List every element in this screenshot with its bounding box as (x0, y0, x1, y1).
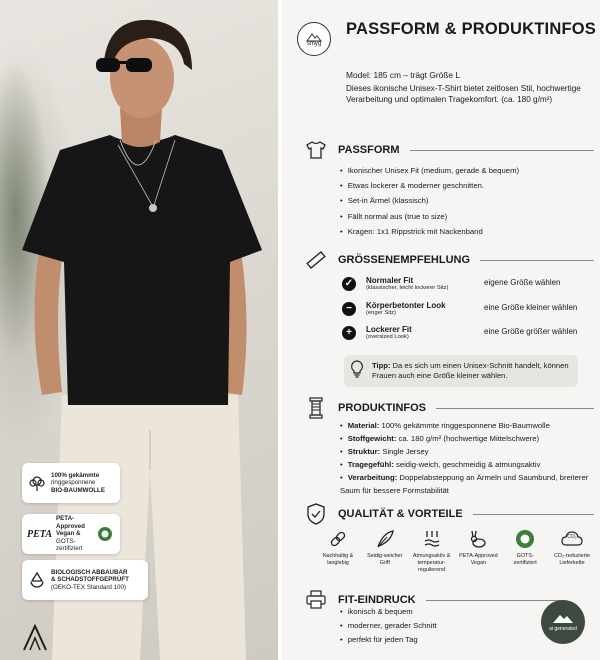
size-sub: (enger Sitz) (366, 310, 396, 316)
produktinfos-list (340, 419, 590, 497)
badge-text (51, 569, 129, 591)
size-sub: (oversized Look) (366, 334, 409, 340)
list-item (340, 432, 590, 445)
product-description: Dieses ikonische Unisex-T-Shirt bietet zeitlosen Stil, hochwertige Verarbeitung und optimalen Tragekomfort. (ca. 180 g/m²) (346, 84, 581, 104)
printer-icon (304, 588, 328, 612)
model-photo (0, 0, 278, 660)
cotton-plant-icon (27, 473, 47, 493)
feature-item (505, 528, 545, 573)
list-item (340, 419, 590, 432)
list-item: • perfekt für jeden Tag (340, 633, 437, 647)
list-item: • Kragen: 1x1 Rippstrick mit Nackenband (340, 224, 519, 239)
list-item: • ikonisch & bequem (340, 605, 437, 619)
plus-icon: + (342, 326, 356, 340)
gots-seal-icon (95, 524, 115, 544)
list-item (340, 458, 590, 471)
divider (436, 408, 594, 409)
peta-logo-icon: PETA (27, 528, 53, 540)
size-row-locker (342, 325, 592, 347)
size-row-normal (342, 276, 592, 298)
ai-generated-badge (541, 600, 585, 644)
ruler-icon (304, 248, 328, 272)
info-value: seidig-weich, geschmeidig & atmungsaktiv (395, 460, 541, 469)
co2-icon-text: CO₂ (567, 534, 577, 540)
list-item: • Etwas lockerer & moderner geschnitten. (340, 178, 519, 193)
badge-line: ringgesponnene (51, 479, 96, 487)
badge-line: Vegan & (56, 530, 81, 538)
list-item: • Fällt normal aus (true to size) (340, 209, 519, 224)
divider (426, 600, 566, 601)
info-key: Struktur: (347, 447, 381, 456)
badge-text (51, 472, 105, 494)
section-title: GRÖSSENEMPFEHLUNG (338, 254, 471, 266)
badge-text (56, 515, 91, 552)
list-item (340, 471, 590, 497)
chain-link-icon (327, 528, 349, 550)
info-value: 100% gekämmte ringgesponnene Bio-Baumwolle (381, 421, 550, 430)
info-key: Stoffgewicht: (347, 434, 397, 443)
info-value: Single Jersey (382, 447, 429, 456)
feature-item (318, 528, 358, 573)
peta-gots-badge (22, 514, 120, 554)
info-key: Verarbeitung: (347, 473, 398, 482)
badge-line: BIO-BAUMWOLLE (51, 486, 105, 494)
minus-icon: − (342, 302, 356, 316)
size-label: Körperbetonter Look (366, 301, 446, 310)
section-qualitaet-header (304, 502, 594, 526)
badge-line: PETA-Approved (56, 515, 85, 530)
smyg-brand-logo-icon (297, 22, 331, 56)
shield-check-icon (304, 502, 328, 526)
feature-item (458, 528, 498, 573)
badge-line: BIOLOGISCH ABBAUBAR (51, 568, 128, 576)
organic-cotton-badge (22, 463, 120, 503)
size-row-koerperbetont (342, 301, 592, 323)
badge-line: & SCHADSTOFFGEPRÜFT (51, 576, 129, 584)
info-key: Tragegefühl: (347, 460, 394, 469)
tip-box (344, 355, 578, 387)
info-panel (282, 0, 600, 660)
size-recommendation: eine Größe größer wählen (484, 327, 578, 336)
quality-features (318, 528, 592, 573)
passform-list (340, 163, 519, 239)
model-size-info: Model: 185 cm – trägt Größe L (346, 70, 461, 80)
size-label: Lockerer Fit (366, 325, 412, 334)
biodegradable-badge (22, 560, 148, 600)
badge-line: GOTS-zertifiziert (56, 537, 83, 553)
list-item: • moderner, gerader Schnitt (340, 619, 437, 633)
size-recommendation: eine Größe kleiner wählen (484, 303, 578, 312)
list-item (340, 445, 590, 458)
rabbit-icon (467, 528, 489, 550)
badge-line: (OEKO-TEX Standard 100) (51, 583, 126, 591)
tshirt-icon (304, 138, 328, 162)
feature-item (412, 528, 452, 573)
feature-label: Atmungsaktiv & temperatur-regulierend (412, 553, 451, 573)
mountain-icon (552, 612, 574, 624)
feature-label: Nachhaltig & langlebig (322, 553, 354, 566)
divider (480, 260, 594, 261)
section-groessen-header (304, 248, 594, 272)
section-title: FIT-EINDRUCK (338, 594, 416, 606)
feature-label: CO₂-reduzierte Lieferkette (554, 553, 590, 566)
lightbulb-icon (350, 360, 364, 383)
divider (473, 514, 594, 515)
page-title: PASSFORM & PRODUKTINFOS (346, 20, 596, 38)
info-value: ca. 180 g/m² (hochwertige Mittelschwere) (398, 434, 540, 443)
section-passform-header (304, 138, 594, 162)
fit-eindruck-list (340, 605, 437, 647)
list-item: • Ikonischer Unisex Fit (medium, gerade & bequem) (340, 163, 519, 178)
recycle-icon (27, 570, 47, 590)
tip-label: Tipp: (372, 360, 391, 370)
gots-icon (514, 528, 536, 550)
section-produktinfos-header (304, 396, 594, 420)
airflow-icon (421, 528, 443, 550)
feature-item (552, 528, 592, 573)
feather-icon (374, 528, 396, 550)
badge-line: 100% gekämmte (51, 471, 100, 479)
brand-a-logo-icon (20, 622, 50, 652)
feature-label: Seidig-weicher Griff (367, 553, 403, 566)
section-title: PRODUKTINFOS (338, 402, 426, 414)
info-value: Doppelabsteppung an Ärmeln und Saumbund, breiterer Saum für bessere Formstabilität (340, 473, 589, 495)
feature-label: PETA-Approved Vegan (459, 553, 498, 566)
checkmark-icon: ✓ (342, 277, 356, 291)
ai-badge-label: ai generated (549, 626, 577, 632)
size-sub: (klassischer, leicht lockerer Sitz) (366, 285, 449, 291)
co2-cloud-icon (561, 528, 583, 550)
size-label: Normaler Fit (366, 276, 414, 285)
info-key: Material: (347, 421, 380, 430)
divider (410, 150, 594, 151)
section-title: PASSFORM (338, 144, 400, 156)
feature-item (365, 528, 405, 573)
size-recommendation: eigene Größe wählen (484, 278, 561, 287)
list-item: • Set-in Ärmel (klassisch) (340, 193, 519, 208)
tip-text (372, 361, 572, 382)
thread-spool-icon (304, 396, 328, 420)
tip-body: Da es sich um einen Unisex-Schnitt handelt, können Frauen auch eine Größe kleiner wählen. (372, 360, 569, 380)
section-title: QUALITÄT & VORTEILE (338, 508, 463, 520)
brand-logo-text: smyg (306, 40, 322, 47)
feature-label: GOTS-zertifiziert (513, 553, 537, 566)
